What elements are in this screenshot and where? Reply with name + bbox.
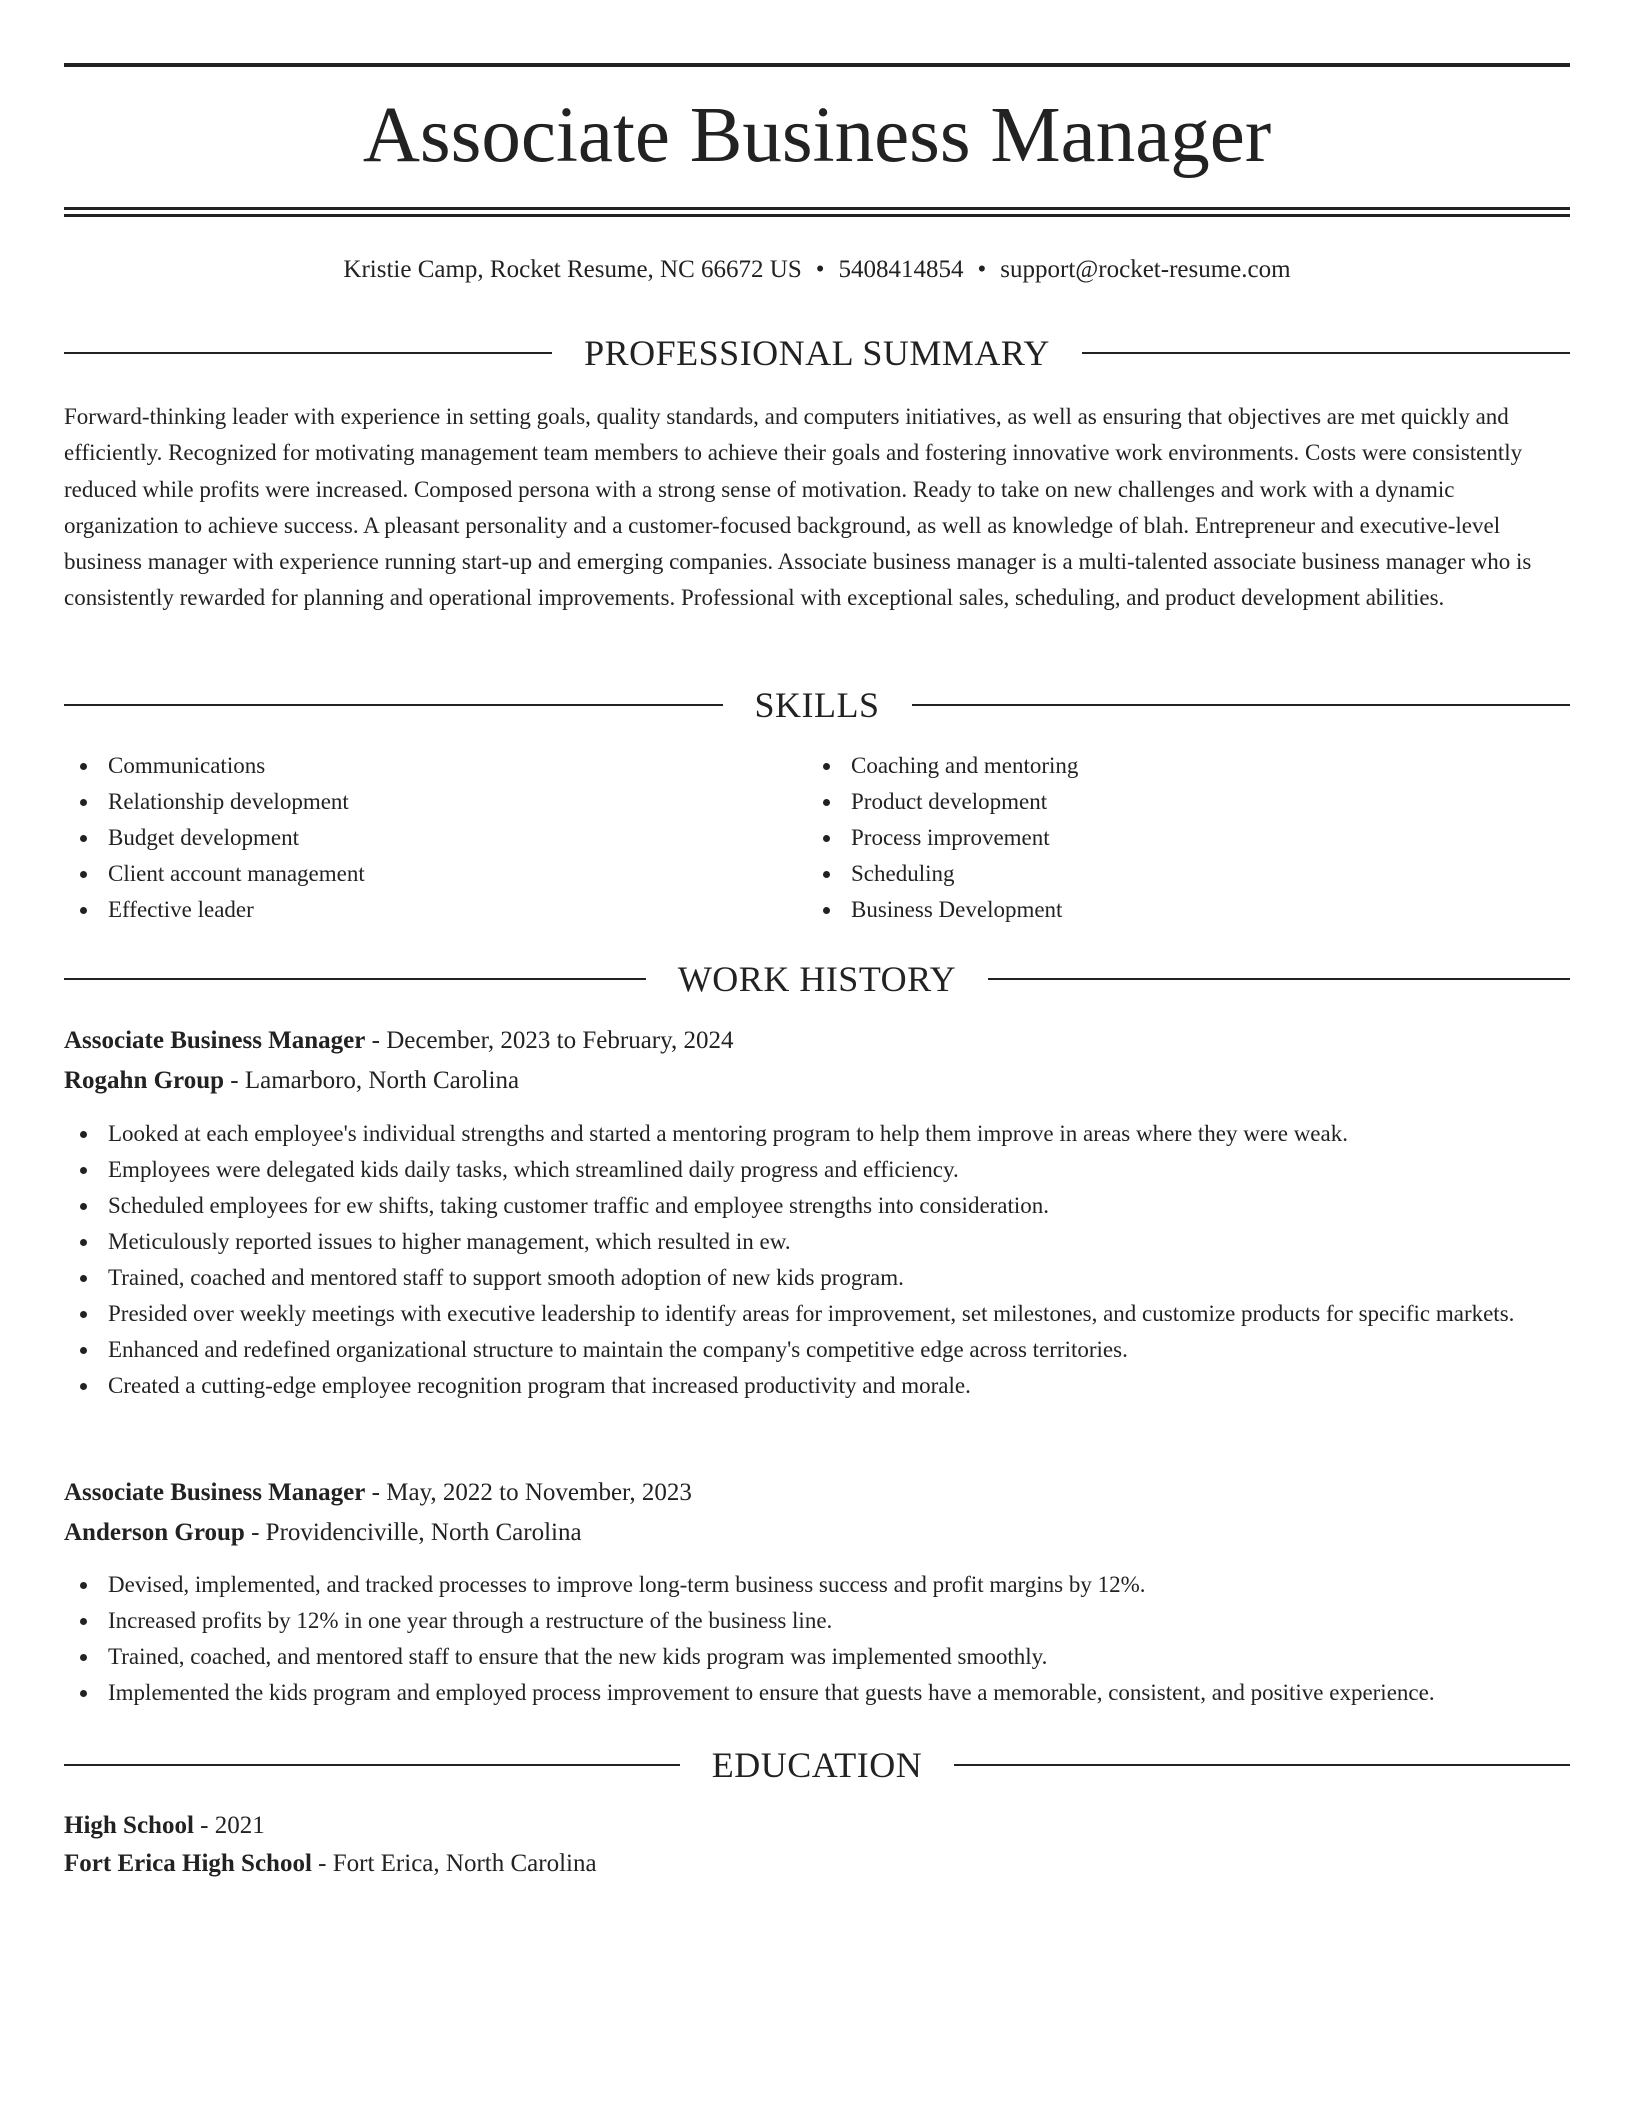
contact-phone[interactable]: 5408414854 xyxy=(838,256,964,283)
contact-line xyxy=(64,252,1570,288)
contact-separator: • xyxy=(815,256,825,283)
job-location: Lamarboro, North Carolina xyxy=(244,1067,520,1094)
heading-rule-left xyxy=(64,352,552,354)
heading-rule-right xyxy=(954,1764,1570,1766)
skill-item: Budget development xyxy=(64,820,804,856)
contact-separator: • xyxy=(977,256,987,283)
summary-text: Forward-thinking leader with experience in setting goals, quality standards, and computers initiatives, as well as ensuring that objectives are met quickly and efficiently. Recognized for motivating management team members to achieve their goals and fostering innovative work environments. Costs were consistently reduced while profits were increased. Composed persona with a strong sense of motivation. Ready to take on new challenges and work with a dynamic organization to achieve success. A pleasant personality and a customer-focused background, as well as knowledge of blah. Entrepreneur and executive-level business manager with experience running start-up and emerging companies. Associate business manager is a multi-talented associate business manager who is consistently rewarded for planning and operational improvements. Professional with exceptional sales, scheduling, and product development abilities. xyxy=(64,404,1532,611)
job-bullet: Created a cutting-edge employee recognition program that increased productivity and morale. xyxy=(64,1368,1570,1404)
work-heading-label: WORK HISTORY xyxy=(677,959,957,999)
skill-item: Process improvement xyxy=(807,820,1547,856)
heading-rule-right xyxy=(912,704,1571,706)
job-dash: - xyxy=(224,1067,245,1094)
resume-title: Associate Business Manager xyxy=(362,92,1272,179)
skill-item: Effective leader xyxy=(64,892,804,928)
title-double-rule xyxy=(64,207,1570,217)
job-company-line xyxy=(64,1061,1570,1101)
job-bullet: Looked at each employee's individual strengths and started a mentoring program to help them improve in areas where they were weak. xyxy=(64,1116,1570,1152)
job-dates: May, 2022 to November, 2023 xyxy=(386,1479,692,1506)
job-bullets xyxy=(64,1116,1570,1404)
skill-item: Product development xyxy=(807,784,1547,820)
heading-rule-right xyxy=(988,978,1570,980)
job-title: Associate Business Manager xyxy=(64,1027,366,1054)
skills-list-left xyxy=(64,748,804,928)
job-title-line xyxy=(64,1473,1570,1513)
job-bullet: Increased profits by 12% in one year through a restructure of the business line. xyxy=(64,1603,1570,1639)
education-year: 2021 xyxy=(214,1812,265,1839)
job-bullet: Enhanced and redefined organizational structure to maintain the company's competitive edge across territories. xyxy=(64,1332,1570,1368)
education-degree: High School xyxy=(64,1812,194,1839)
contact-email[interactable]: support@rocket-resume.com xyxy=(1000,256,1291,283)
job-bullet: Trained, coached and mentored staff to support smooth adoption of new kids program. xyxy=(64,1260,1570,1296)
job-location: Providenciville, North Carolina xyxy=(265,1519,582,1546)
heading-rule-left xyxy=(64,1764,680,1766)
job-company: Rogahn Group xyxy=(64,1067,225,1094)
job-dash: - xyxy=(365,1479,387,1506)
job-bullet: Employees were delegated kids daily tasks, which streamlined daily progress and efficiency. xyxy=(64,1152,1570,1188)
skill-item: Scheduling xyxy=(807,856,1547,892)
job-bullet: Trained, coached, and mentored staff to ensure that the new kids program was implemented smoothly. xyxy=(64,1639,1570,1675)
heading-rule-right xyxy=(1082,352,1570,354)
job-bullet: Implemented the kids program and employed process improvement to ensure that guests have a memorable, consistent, and positive experience. xyxy=(64,1675,1570,1711)
skill-item: Client account management xyxy=(64,856,804,892)
education-school: Fort Erica High School xyxy=(64,1850,312,1877)
job-title-line xyxy=(64,1021,1570,1061)
education-dash: - xyxy=(193,1812,215,1839)
education-school-line xyxy=(64,1844,1570,1884)
job-bullet: Meticulously reported issues to higher management, which resulted in ew. xyxy=(64,1224,1570,1260)
skill-item: Coaching and mentoring xyxy=(807,748,1547,784)
skill-item: Communications xyxy=(64,748,804,784)
job-dash: - xyxy=(365,1027,387,1054)
skills-heading-label: SKILLS xyxy=(754,685,880,725)
education-heading-label: EDUCATION xyxy=(711,1745,923,1785)
job-company: Anderson Group xyxy=(64,1519,245,1546)
summary-heading-label: PROFESSIONAL SUMMARY xyxy=(584,333,1050,373)
skill-item: Relationship development xyxy=(64,784,804,820)
job-title: Associate Business Manager xyxy=(64,1479,366,1506)
skills-section-heading xyxy=(64,683,1570,727)
education-dash: - xyxy=(311,1850,333,1877)
heading-rule-left xyxy=(64,978,646,980)
contact-address: Kristie Camp, Rocket Resume, NC 66672 US xyxy=(343,256,802,283)
education-degree-line xyxy=(64,1806,1570,1846)
education-location: Fort Erica, North Carolina xyxy=(332,1850,597,1877)
skills-list-right xyxy=(807,748,1547,928)
heading-rule-left xyxy=(64,704,723,706)
top-rule xyxy=(64,63,1570,67)
summary-section-heading xyxy=(64,331,1570,375)
education-section-heading xyxy=(64,1743,1570,1787)
job-bullet: Presided over weekly meetings with executive leadership to identify areas for improvement, set milestones, and customize products for specific markets. xyxy=(64,1296,1570,1332)
job-bullet: Scheduled employees for ew shifts, taking customer traffic and employee strengths into consideration. xyxy=(64,1188,1570,1224)
skill-item: Business Development xyxy=(807,892,1547,928)
work-section-heading xyxy=(64,957,1570,1001)
job-bullet: Devised, implemented, and tracked processes to improve long-term business success and profit margins by 12%. xyxy=(64,1567,1570,1603)
job-dash: - xyxy=(244,1519,266,1546)
job-company-line xyxy=(64,1513,1570,1553)
job-bullets xyxy=(64,1567,1570,1711)
job-dates: December, 2023 to February, 2024 xyxy=(386,1027,734,1054)
